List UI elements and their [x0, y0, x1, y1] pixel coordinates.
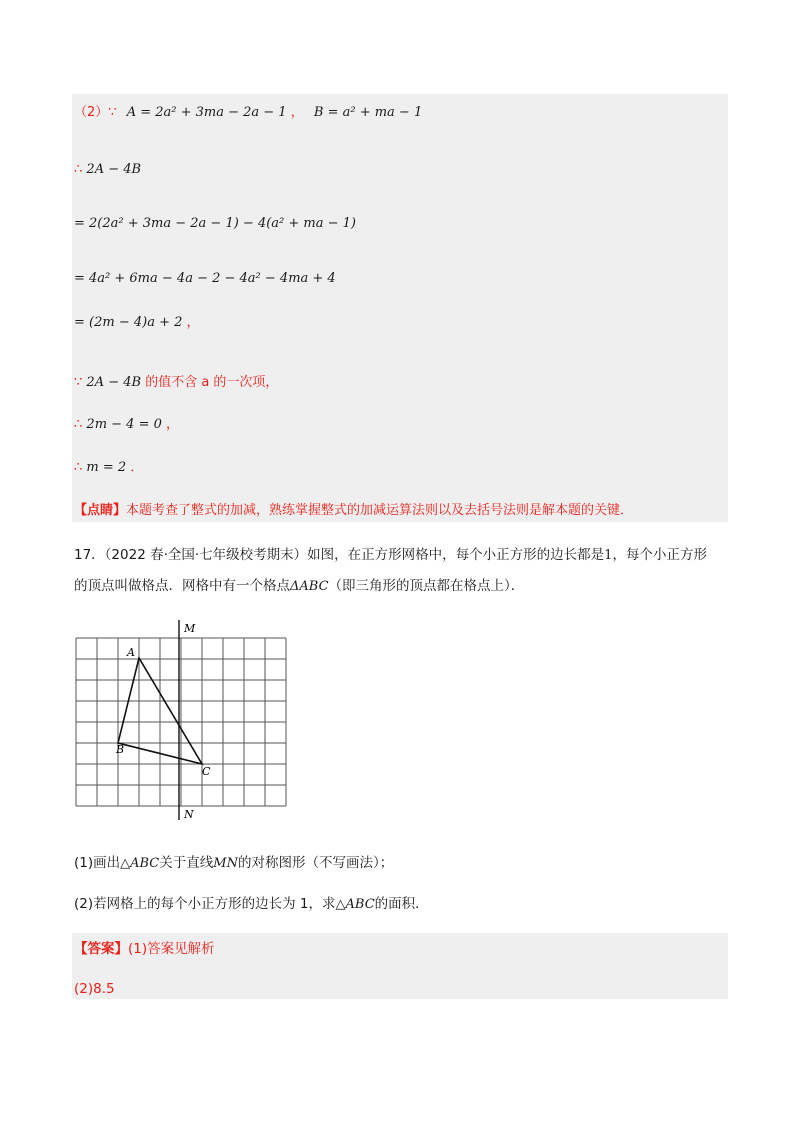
expr-substitution: = 2(2a² + 3ma − 2a − 1) − 4(a² + ma − 1) — [74, 216, 356, 231]
q2-prefix: (2)若网格上的每个小正方形的边长为 1，求 — [74, 896, 336, 912]
condition-text: 的值不含 a 的一次项， — [145, 375, 279, 390]
solution-block — [72, 94, 728, 522]
expr-2A-4B: 2A − 4B — [86, 375, 142, 390]
problem-17-text — [74, 540, 724, 602]
q1-suffix: 的对称图形（不写画法）； — [237, 855, 394, 871]
problem-line-2-suffix: （即三角形的顶点都在格点上）． — [328, 578, 525, 594]
answer-1: (1)答案见解析 — [128, 941, 215, 957]
solution-line-1 — [74, 104, 422, 122]
therefore-symbol: ∴ — [74, 460, 83, 475]
answer-line-2 — [74, 980, 115, 998]
problem-line-2 — [74, 571, 724, 602]
problem-line-2-prefix: 的顶点叫做格点．网格中有一个格点 — [74, 578, 290, 594]
expr-result: m = 2 — [86, 460, 127, 475]
comment-tag: 【点睛】 — [74, 503, 127, 518]
question-2 — [74, 889, 724, 920]
expr-simplified: = (2m − 4)a + 2 — [74, 315, 183, 330]
part-label: （2）∵ — [74, 105, 117, 120]
solution-line-7 — [74, 416, 179, 434]
problem-num: 1 — [604, 548, 613, 563]
comma: ， — [290, 105, 304, 120]
problem-line-1-suffix: ，每个小正方形 — [612, 547, 707, 563]
expr-expanded: = 4a² + 6ma − 4a − 2 − 4a² − 4ma + 4 — [74, 271, 336, 286]
solution-line-3 — [74, 215, 356, 233]
solution-line-8 — [74, 459, 143, 477]
therefore-symbol: ∴ — [74, 162, 83, 177]
q1-triangle: △ABC — [120, 856, 160, 871]
label-M: M — [184, 622, 196, 635]
problem-line-1 — [74, 540, 724, 571]
question-1 — [74, 848, 724, 879]
label-C: C — [202, 765, 211, 778]
triangle-symbol: ΔABC — [290, 579, 329, 594]
comma: ， — [166, 417, 180, 432]
solution-line-4 — [74, 270, 336, 288]
grid-svg — [66, 618, 306, 828]
comma: ， — [186, 315, 200, 330]
q1-prefix: (1)画出 — [74, 855, 121, 871]
expr-A: A = 2a² + 3ma − 2a − 1 — [126, 105, 287, 120]
grid-lines — [76, 638, 286, 806]
solution-line-6 — [74, 374, 278, 392]
answer-2: (2)8.5 — [74, 981, 115, 997]
period: ． — [130, 460, 144, 475]
expr-B: B = a² + ma − 1 — [313, 105, 423, 120]
because-symbol: ∵ — [74, 375, 83, 390]
problem-line-1-prefix: 17．（2022 春·全国·七年级校考期末）如图，在正方形网格中，每个小正方形的边长都是 — [74, 547, 605, 563]
comment-text: 本题考查了整式的加减，熟练掌握整式的加减运算法则以及去括号法则是解本题的关键． — [126, 503, 634, 518]
expr-2A-4B: 2A − 4B — [86, 162, 142, 177]
grid-figure — [66, 618, 306, 828]
expr-equation: 2m − 4 = 0 — [86, 417, 162, 432]
q2-triangle: △ABC — [335, 897, 375, 912]
q1-line: MN — [213, 856, 238, 871]
label-B: B — [116, 743, 125, 756]
solution-line-5 — [74, 314, 200, 332]
label-A: A — [127, 646, 135, 659]
answer-tag: 【答案】 — [74, 941, 128, 957]
q1-mid: 关于直线 — [159, 855, 214, 871]
label-N: N — [184, 808, 194, 821]
answer-line-1 — [74, 940, 215, 958]
solution-line-2 — [74, 161, 141, 179]
therefore-symbol: ∴ — [74, 417, 83, 432]
comment-line — [74, 502, 633, 520]
q2-suffix: 的面积． — [374, 896, 429, 912]
